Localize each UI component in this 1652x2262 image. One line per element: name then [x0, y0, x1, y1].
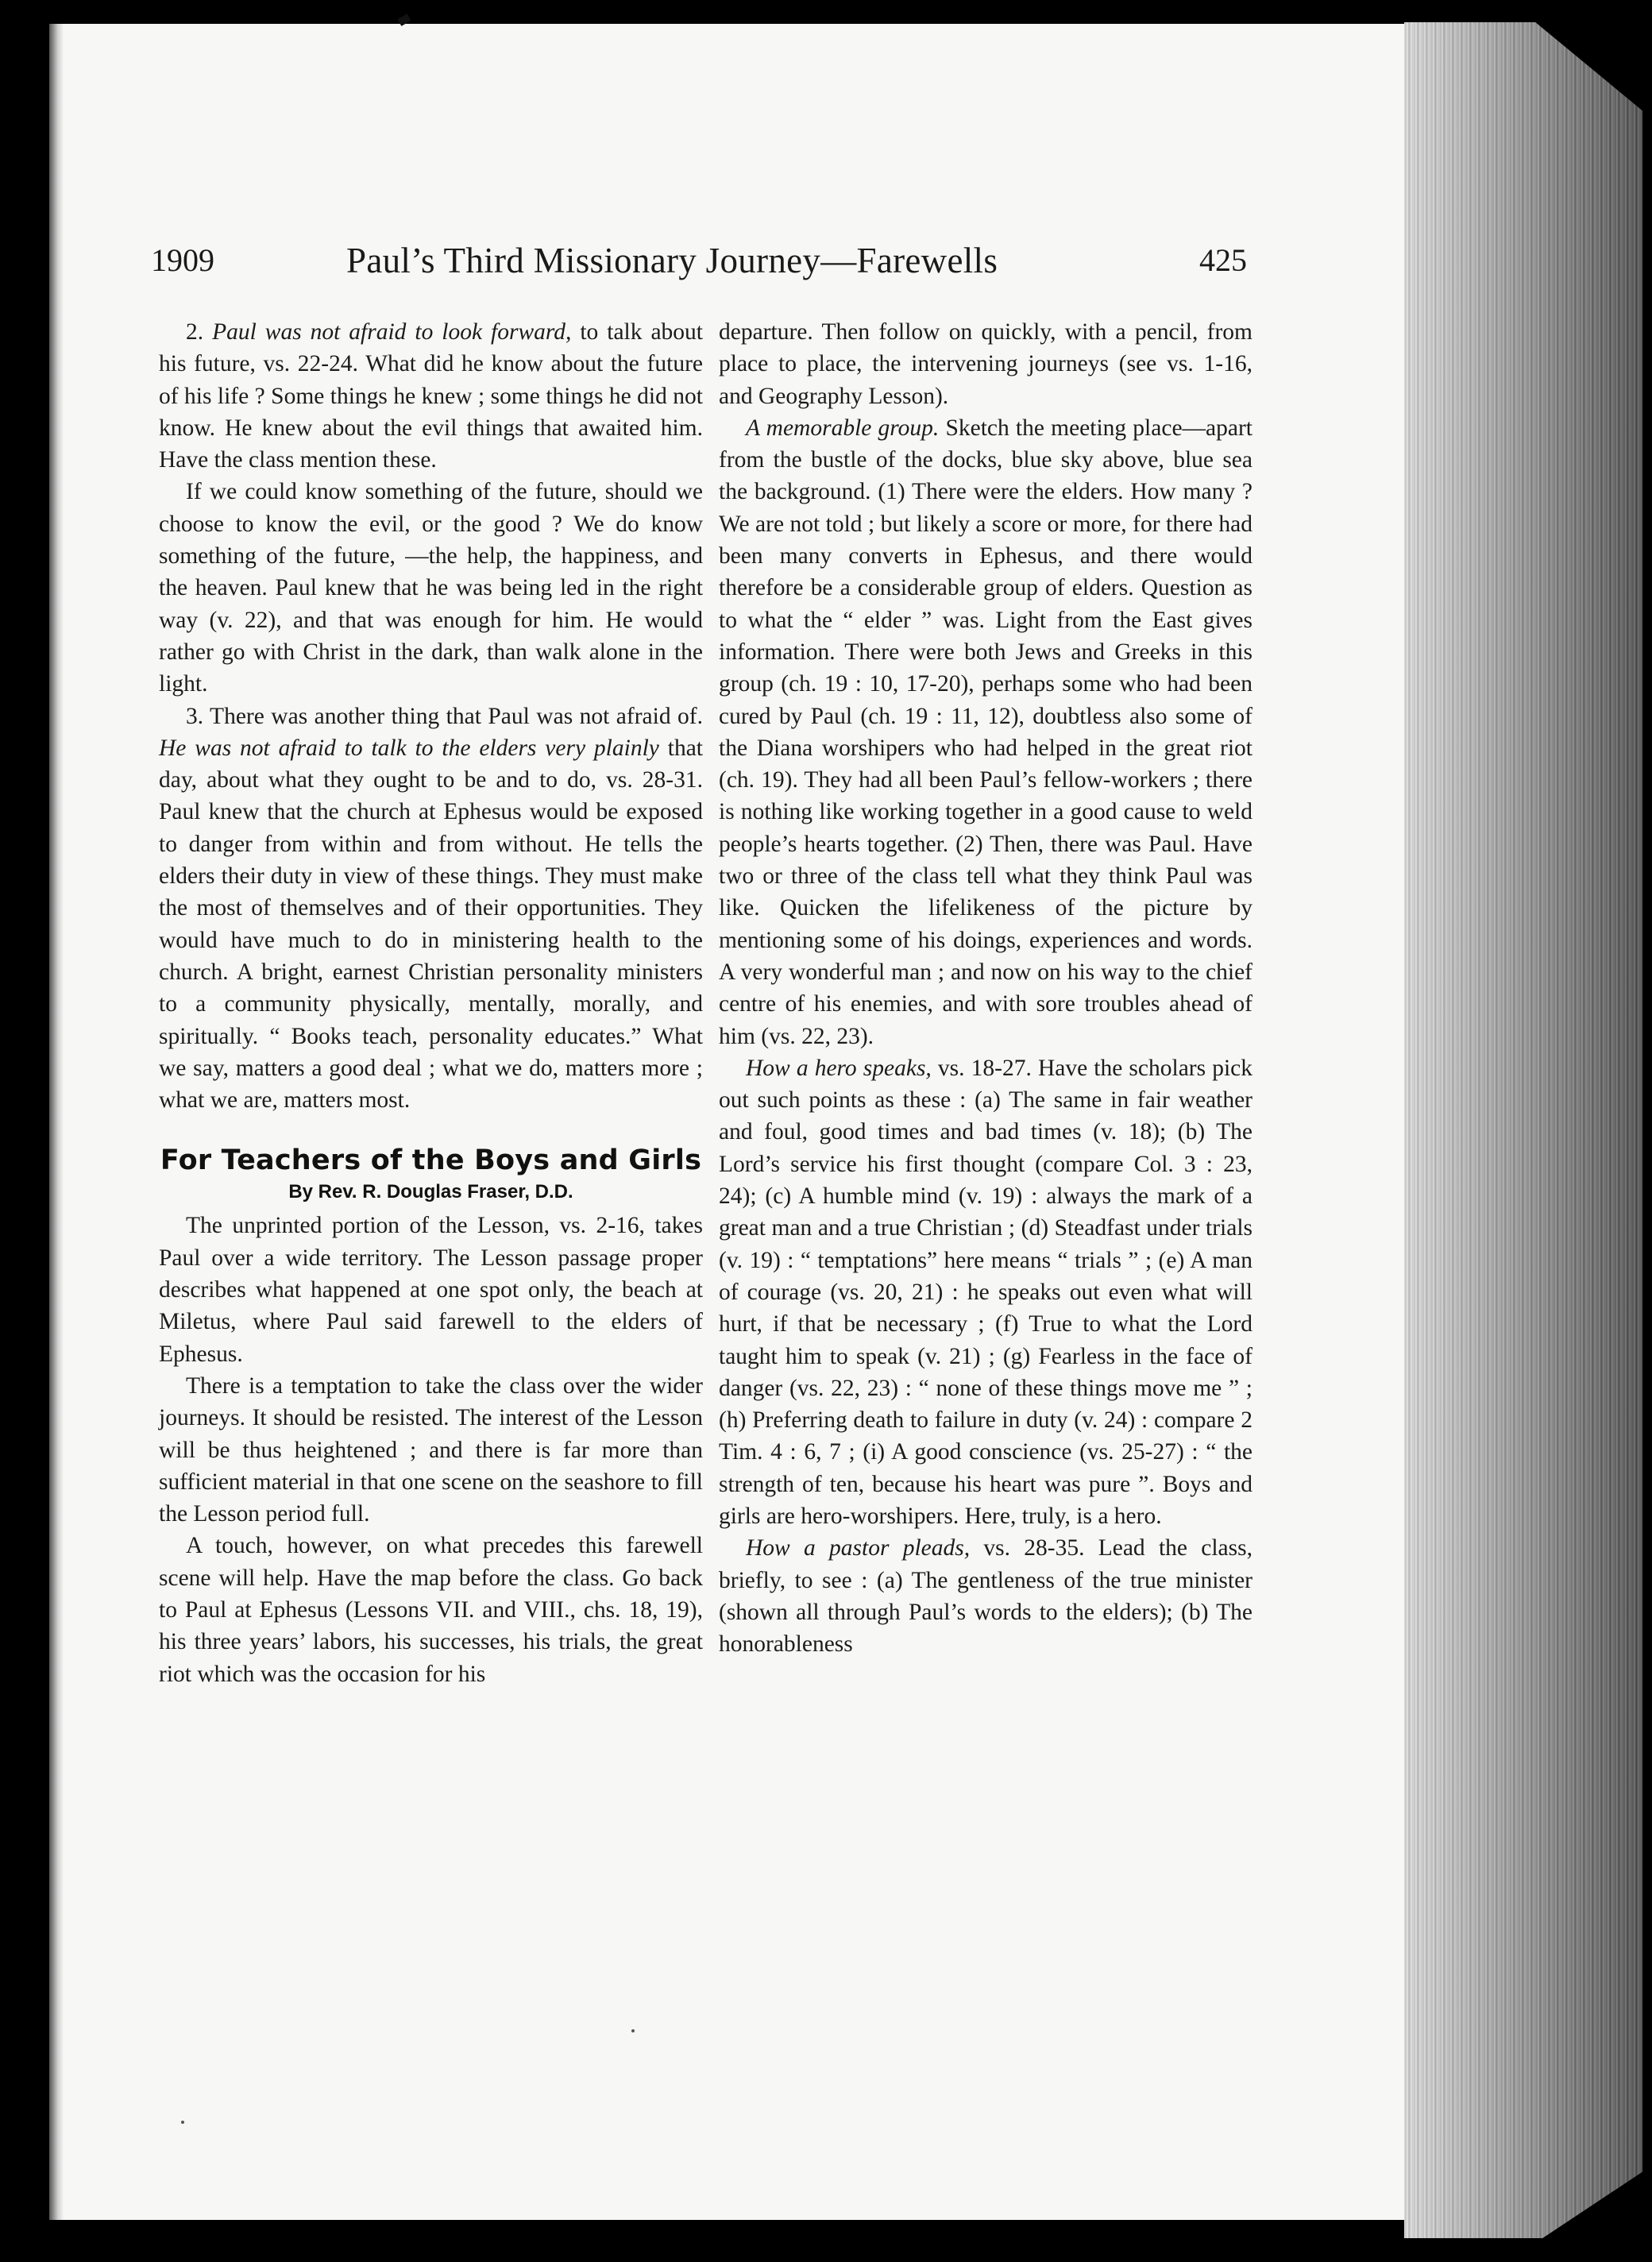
italic-lead: He was not afraid to talk to the elders very plainly [159, 735, 659, 761]
paragraph-departure: departure. Then follow on quickly, with a pencil, from place to place, the intervening journeys (see vs. 1-16, and Geography Lesson). [719, 319, 1253, 409]
italic-lead: Paul was not afraid to look forward, [212, 319, 572, 345]
paragraph-number: 2. [186, 319, 213, 345]
paragraph-3 [159, 701, 703, 1117]
paragraph-text: that day, about what they ought to be and to do, vs. 28-31. Paul knew that the church at Ephesus would be exposed to danger from within and from without. He tells the elders their duty in view of these things. They must make the most of themselves and of their opportunities. They would have much to do in ministering health to the church. A bright, earnest Christian personality ministers to a community physically, mentally, morally, and spiritually. “ Books teach, personality educates.” What we say, matters a good deal ; what we do, matters more ; what we are, matters most. [159, 735, 703, 1114]
running-head-title: Paul’s Third Missionary Journey—Farewells [346, 241, 998, 280]
byline: By Rev. R. Douglas Fraser, D.D. [288, 1181, 573, 1203]
paragraph-memorable-group [719, 412, 1253, 1052]
page-number: 425 [1199, 242, 1247, 278]
running-head [151, 240, 1247, 288]
right-column [719, 316, 1253, 1660]
paragraph-text: 3. There was another thing that Paul was not afraid of. [186, 703, 703, 729]
paragraph-text: to talk about his future, vs. 22-24. What did he know about the future of his life ? Some things he knew ; some things he did not know. He knew about the evil things that awaited him. Have the class mention these. [159, 319, 703, 473]
paragraph-2 [159, 316, 703, 476]
running-head-year: 1909 [151, 242, 214, 278]
scan-speck [631, 2029, 635, 2032]
paragraph-text: vs. 28-35. Lead the class, briefly, to see : (a) The gentleness of the true minister (shown all through Paul’s words to the elders); (b) The honorableness [719, 1535, 1253, 1658]
italic-lead: A memorable group. [746, 415, 940, 441]
italic-lead: How a pastor pleads, [746, 1535, 971, 1561]
scan-speck [181, 2121, 184, 2124]
paragraph-future: If we could know something of the future, should we choose to know the evil, or the good ? We do know something of the future, —the help, the happiness, and the heaven. Paul knew that he was being led in the right way (v. 22), and that was enough for him. He would rather go with Christ in the dark, than walk alone in the light. [159, 479, 703, 697]
paragraph-hero-speaks [719, 1052, 1253, 1532]
section-heading: For Teachers of the Boys and Girls [160, 1145, 702, 1177]
binding-shadow [49, 24, 64, 2220]
italic-lead: How a hero speaks, [746, 1055, 932, 1081]
paragraph-pastor-pleads [719, 1532, 1253, 1660]
left-column [159, 316, 703, 1690]
paragraph-text: Sketch the meeting place—apart from the bustle of the docks, blue sky above, blue sea the background. (1) There were the elders. How many ? We are not told ; but likely a score or more, for there had been many converts in Ephesus, and there would therefore be a considerable group of elders. Question as to what the “ elder ” was. Light from the East gives information. There were both Jews and Greeks in this group (ch. 19 : 10, 17-20), perhaps some who had been cured by Paul (ch. 19 : 11, 12), doubtless also some of the Diana worshipers who had helped in the great riot (ch. 19). They had all been Paul’s fellow-workers ; there is nothing like working together in a good cause to weld people’s hearts together. (2) Then, there was Paul. Have two or three of the class tell what they think Paul was like. Quicken the lifelikeness of the picture by mentioning some of his doings, experiences and words. A very wonderful man ; and now on his way to the chief centre of his enemies, and with sore troubles ahead of him (vs. 22, 23). [719, 415, 1253, 1049]
paragraph-temptation: There is a temptation to take the class over the wider journeys. It should be resisted. The interest of the Lesson will be thus heightened ; and there is far more than sufficient material in that one scene on the seashore to fill the Lesson period full. [159, 1372, 703, 1527]
paragraph-unprinted-portion: The unprinted portion of the Lesson, vs. 2-16, takes Paul over a wide territory. The Lesson passage proper describes what happened at one spot only, the beach at Miletus, where Paul said farewell to the elders of Ephesus. [159, 1213, 703, 1367]
book-page-edges [1404, 22, 1642, 2238]
paragraph-text: vs. 18-27. Have the scholars pick out such points as these : (a) The same in fair weather and foul, good times and bad times (v. 18); (b) The Lord’s service his first thought (compare Col. 3 : 23, 24); (c) A humble mind (v. 19) : always the mark of a great man and a true Christian ; (d) Steadfast under trials (v. 19) : “ temptations” here means “ trials ” ; (e) A man of courage (vs. 20, 21) : he speaks out even what will hurt, if that be necessary ; (f) True to what the Lord taught him to speak (v. 21) ; (g) Fearless in the face of danger (vs. 22, 23) : “ none of these things move me ” ; (h) Preferring death to failure in duty (v. 24) : compare 2 Tim. 4 : 6, 7 ; (i) A good conscience (vs. 25-27) : “ the strength of ten, because his heart was pure ”. Boys and girls are hero-worshipers. Here, truly, is a hero. [719, 1055, 1253, 1529]
paragraph-a-touch: A touch, however, on what precedes this farewell scene will help. Have the map before the class. Go back to Paul at Ephesus (Lessons VII. and VIII., chs. 18, 19), his three years’ labors, his successes, his trials, the great riot which was the occasion for his [159, 1533, 703, 1687]
